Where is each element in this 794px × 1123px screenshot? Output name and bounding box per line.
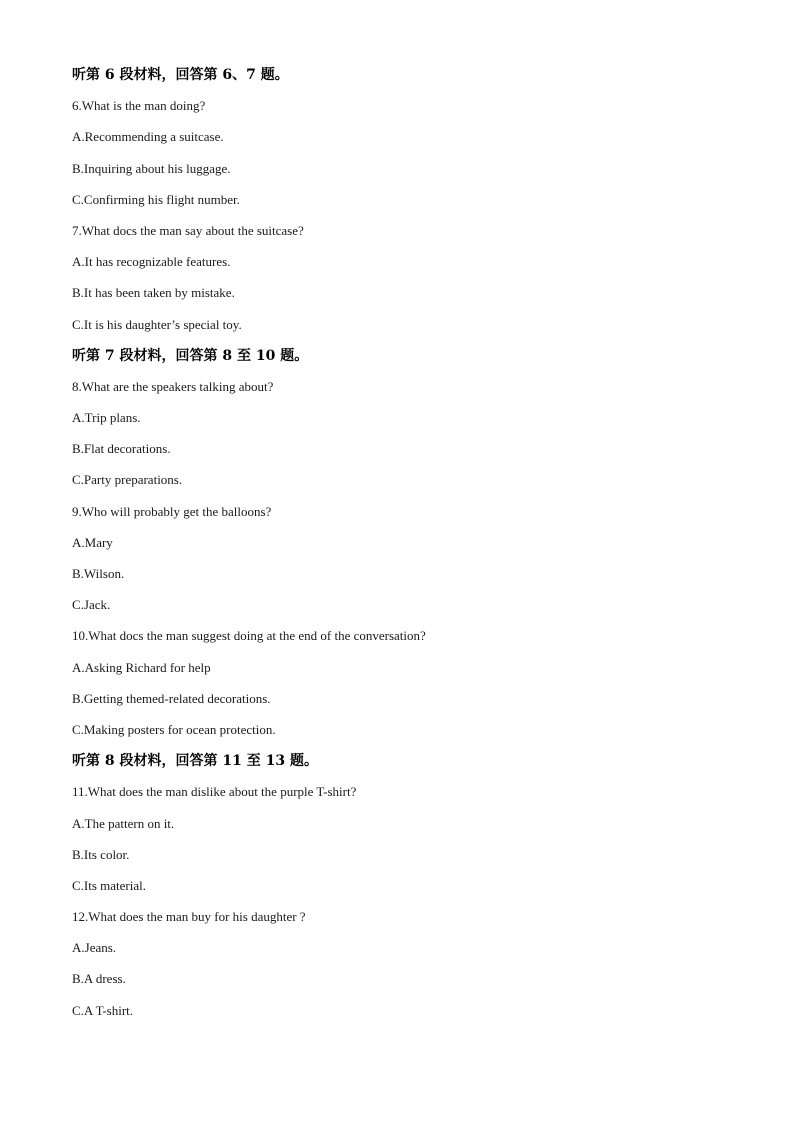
option-11c: C.Its material. <box>72 877 147 893</box>
question-9: 9.Who will probably get the balloons? <box>72 503 272 519</box>
question-10: 10.What docs the man suggest doing at the end of the conversation? <box>72 628 426 644</box>
option-9a: A.Mary <box>72 534 113 550</box>
question-6: 6.What is the man doing? <box>72 98 206 114</box>
document-content <box>72 66 732 1033</box>
option-10a: A.Asking Richard for help <box>72 659 211 675</box>
section-heading: 听第 8 段材料，回答第 11 至 13 题。 <box>72 753 318 770</box>
option-7a: A.It has recognizable features. <box>72 254 231 270</box>
option-8a: A.Trip plans. <box>72 410 141 426</box>
option-12b: B.A dress. <box>72 971 126 987</box>
option-7c: C.It is his daughter’s special toy. <box>72 316 242 332</box>
question-8: 8.What are the speakers talking about? <box>72 378 274 394</box>
option-11a: A.The pattern on it. <box>72 815 175 831</box>
option-12c: C.A T-shirt. <box>72 1002 134 1018</box>
option-10c: C.Making posters for ocean protection. <box>72 721 276 737</box>
option-6c: C.Confirming his flight number. <box>72 191 240 207</box>
option-7b: B.It has been taken by mistake. <box>72 285 235 301</box>
section-heading: 听第 7 段材料，回答第 8 至 10 题。 <box>72 347 309 364</box>
section-heading: 听第 6 段材料，回答第 6、7 题。 <box>72 67 289 83</box>
question-11: 11.What does the man dislike about the purple T-shirt? <box>72 784 357 800</box>
question-12: 12.What does the man buy for his daughter ? <box>72 909 306 925</box>
option-10b: B.Getting themed-related decorations. <box>72 690 271 706</box>
option-6b: B.Inquiring about his luggage. <box>72 160 231 176</box>
option-11b: B.Its color. <box>72 846 130 862</box>
option-12a: A.Jeans. <box>72 940 117 956</box>
option-8b: B.Flat decorations. <box>72 441 171 457</box>
option-9b: B.Wilson. <box>72 566 125 581</box>
question-7: 7.What docs the man say about the suitcase? <box>72 222 304 238</box>
option-8c: C.Party preparations. <box>72 472 183 488</box>
option-9c: C.Jack. <box>72 597 111 613</box>
option-6a: A.Recommending a suitcase. <box>72 129 224 145</box>
